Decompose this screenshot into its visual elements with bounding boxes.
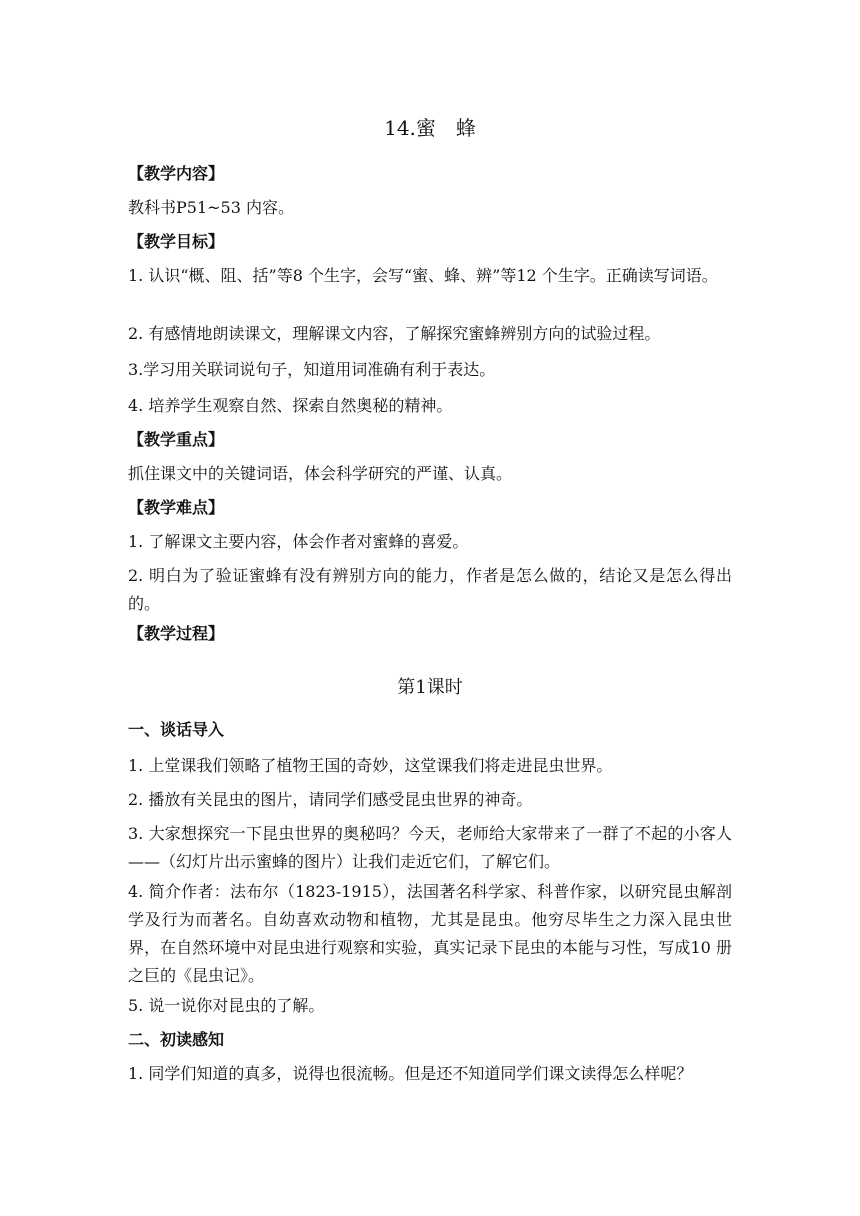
part1-item: 3. 大家想探究一下昆虫世界的奥秘吗？今天，老师给大家带来了一群了不起的小客人——（幻灯片出示蜜蜂的图片）让我们走近它们，了解它们。 xyxy=(128,824,732,871)
content-heading: 【教学内容】 xyxy=(128,164,225,183)
difficulty-item: 2. 明白为了验证蜜蜂有没有辨别方向的能力，作者是怎么做的，结论又是怎么得出的。 xyxy=(128,566,732,613)
goal-item: 1. 认识“概、阻、括”等8 个生字，会写“蜜、蜂、辨”等12 个生字。正确读写词语。 xyxy=(128,266,718,285)
key-text: 抓住课文中的关键词语，体会科学研究的严谨、认真。 xyxy=(128,464,513,483)
part1-heading: 一、谈话导入 xyxy=(128,720,225,739)
difficulty-item: 1. 了解课文主要内容，体会作者对蜜蜂的喜爱。 xyxy=(128,532,469,551)
part1-item: 5. 说一说你对昆虫的了解。 xyxy=(128,996,325,1015)
goal-item: 4. 培养学生观察自然、探索自然奥秘的精神。 xyxy=(128,396,453,415)
page-title: 14.蜜 蜂 xyxy=(384,116,476,140)
part1-item: 1. 上堂课我们领略了植物王国的奇妙，这堂课我们将走进昆虫世界。 xyxy=(128,756,613,775)
goal-item: 2. 有感情地朗读课文，理解课文内容，了解探究蜜蜂辨别方向的试验过程。 xyxy=(128,324,661,343)
process-heading: 【教学过程】 xyxy=(128,624,225,643)
lesson-title: 第1课时 xyxy=(397,677,463,698)
part2-item: 1. 同学们知道的真多，说得也很流畅。但是还不知道同学们课文读得怎么样呢？ xyxy=(128,1064,693,1083)
key-heading: 【教学重点】 xyxy=(128,430,225,449)
difficulty-heading: 【教学难点】 xyxy=(128,498,225,517)
part2-heading: 二、初读感知 xyxy=(128,1030,225,1049)
content-text: 教科书P51~53 内容。 xyxy=(128,198,294,217)
part1-item: 4. 简介作者：法布尔（1823-1915），法国著名科学家、科普作家，以研究昆虫解剖学及行为而著名。自幼喜欢动物和植物，尤其是昆虫。他穷尽毕生之力深入昆虫世界，在自然环境中对昆虫进行观察和实验，真实记录下昆虫的本能与习性，写成10 册之巨的《昆虫记》。 xyxy=(128,882,732,985)
part1-item: 2. 播放有关昆虫的图片，请同学们感受昆虫世界的神奇。 xyxy=(128,790,533,809)
goal-item: 3.学习用关联词说句子，知道用词准确有利于表达。 xyxy=(128,360,496,379)
goals-heading: 【教学目标】 xyxy=(128,232,225,251)
